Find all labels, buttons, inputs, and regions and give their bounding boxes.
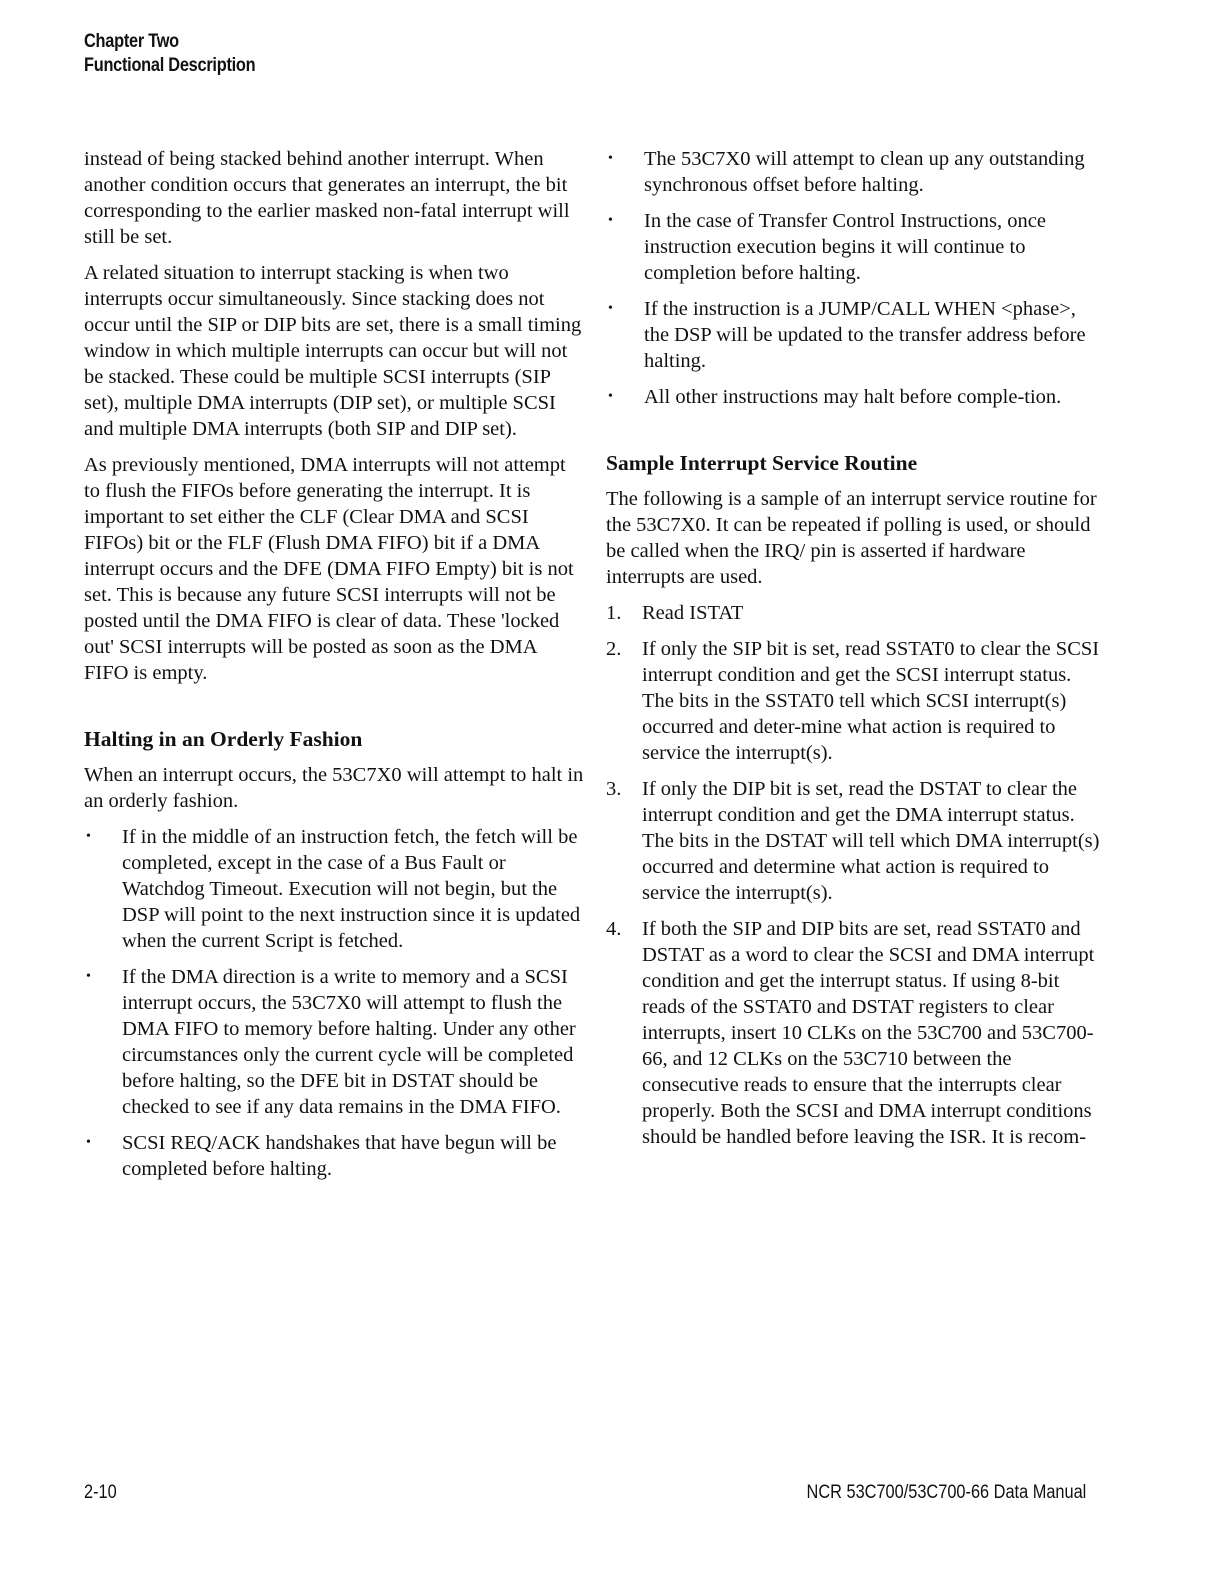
- bullet-icon: •: [86, 829, 91, 844]
- isr-steps-list: [606, 600, 1106, 1150]
- list-item: [606, 600, 1106, 626]
- list-item-text: SCSI REQ/ACK handshakes that have begun will be completed before halting.: [122, 1132, 557, 1180]
- manual-title: NCR 53C700/53C700-66 Data Manual: [806, 1482, 1086, 1503]
- right-column: [606, 146, 1106, 1160]
- step-text: Read ISTAT: [642, 602, 744, 624]
- list-item-text: If in the middle of an instruction fetch, the fetch will be completed, except in the case of a Bus Fault or Watchdog Timeout. Execution will not begin, but the DSP will point to the next instruction since it is updated when the current Script is fetched.: [122, 826, 581, 952]
- bullet-icon: •: [86, 1135, 91, 1150]
- list-item: [606, 384, 1106, 410]
- list-item: [606, 208, 1106, 286]
- step-number: 3.: [606, 778, 622, 800]
- bullet-icon: •: [608, 213, 613, 228]
- list-item: [606, 296, 1106, 374]
- paragraph: A related situation to interrupt stacking is when two interrupts occur simultaneously. Since stacking does not occur until the SIP or DIP bits are set, there is a small timing window in which multiple interrupts can occur but will not be stacked. These could be multiple SCSI interrupts (SIP set), multiple DMA interrupts (DIP set), or multiple SCSI and multiple DMA interrupts (both SIP and DIP set).: [84, 262, 582, 440]
- list-item: [84, 824, 584, 954]
- bullet-icon: •: [608, 151, 613, 166]
- bullet-icon: •: [608, 389, 613, 404]
- list-item: [606, 146, 1106, 198]
- section-heading-halting: Halting in an Orderly Fashion: [84, 727, 363, 751]
- list-item: [606, 916, 1106, 1150]
- step-number: 1.: [606, 602, 622, 624]
- paragraph: instead of being stacked behind another interrupt. When another condition occurs that generates an interrupt, the bit corresponding to the earlier masked non-fatal interrupt will still be set.: [84, 148, 570, 248]
- paragraph: The following is a sample of an interrupt service routine for the 53C7X0. It can be repeated if polling is used, or should be called when the IRQ/ pin is asserted if hardware interrupts are used.: [606, 488, 1097, 588]
- left-column: [84, 146, 584, 1192]
- halting-bullet-list-continued: [606, 146, 1106, 410]
- step-text: If only the DIP bit is set, read the DSTAT to clear the interrupt condition and get the DMA interrupt status. The bits in the DSTAT will tell which DMA interrupt(s) occurred and determine what action is required to service the interrupt(s).: [642, 778, 1100, 904]
- step-text: If only the SIP bit is set, read SSTAT0 to clear the SCSI interrupt condition and get the SCSI interrupt status. The bits in the SSTAT0 tell which SCSI interrupt(s) occurred and deter-mine what action is required to service the interrupt(s).: [642, 638, 1100, 764]
- step-text: If both the SIP and DIP bits are set, read SSTAT0 and DSTAT as a word to clear the SCSI and DMA interrupt condition and get the interrupt status. If using 8-bit reads of the SSTAT0 and DSTAT registers to clear interrupts, insert 10 CLKs on the 53C700 and 53C700-66, and 12 CLKs on the 53C710 between the consecutive reads to ensure that the interrupts clear properly. Both the SCSI and DMA interrupt conditions should be handled before leaving the ISR. It is recom-: [642, 918, 1095, 1148]
- list-item: [606, 776, 1106, 906]
- list-item-text: All other instructions may halt before comple-tion.: [644, 386, 1062, 408]
- step-number: 2.: [606, 638, 622, 660]
- section-title: Functional Description: [84, 55, 256, 76]
- list-item-text: In the case of Transfer Control Instructions, once instruction execution begins it will continue to completion before halting.: [644, 210, 1046, 284]
- list-item: [606, 636, 1106, 766]
- paragraph: As previously mentioned, DMA interrupts will not attempt to flush the FIFOs before generating the interrupt. It is important to set either the CLF (Clear DMA and SCSI FIFOs) bit or the FLF (Flush DMA FIFO) bit if a DMA interrupt occurs and the DFE (DMA FIFO Empty) bit is not set. This is because any future SCSI interrupts will not be posted until the DMA FIFO is clear of data. These 'locked out' SCSI interrupts will be posted as soon as the DMA FIFO is empty.: [84, 454, 574, 684]
- list-item-text: The 53C7X0 will attempt to clean up any outstanding synchronous offset before halting.: [644, 148, 1085, 196]
- list-item-text: If the DMA direction is a write to memory and a SCSI interrupt occurs, the 53C7X0 will attempt to flush the DMA FIFO to memory before halting. Under any other circumstances only the current cycle will be completed before halting, so the DFE bit in DSTAT should be checked to see if any data remains in the DMA FIFO.: [122, 966, 576, 1118]
- bullet-icon: •: [86, 969, 91, 984]
- list-item: [84, 964, 584, 1120]
- section-heading-sample-isr: Sample Interrupt Service Routine: [606, 451, 918, 475]
- bullet-icon: •: [608, 301, 613, 316]
- list-item-text: If the instruction is a JUMP/CALL WHEN <phase>, the DSP will be updated to the transfer address before halting.: [644, 298, 1086, 372]
- page-number: 2-10: [84, 1482, 117, 1503]
- list-item: [84, 1130, 584, 1182]
- halting-bullet-list: [84, 824, 584, 1182]
- step-number: 4.: [606, 918, 622, 940]
- paragraph: When an interrupt occurs, the 53C7X0 will attempt to halt in an orderly fashion.: [84, 764, 584, 812]
- chapter-title: Chapter Two: [84, 31, 179, 52]
- page-header: [84, 30, 255, 78]
